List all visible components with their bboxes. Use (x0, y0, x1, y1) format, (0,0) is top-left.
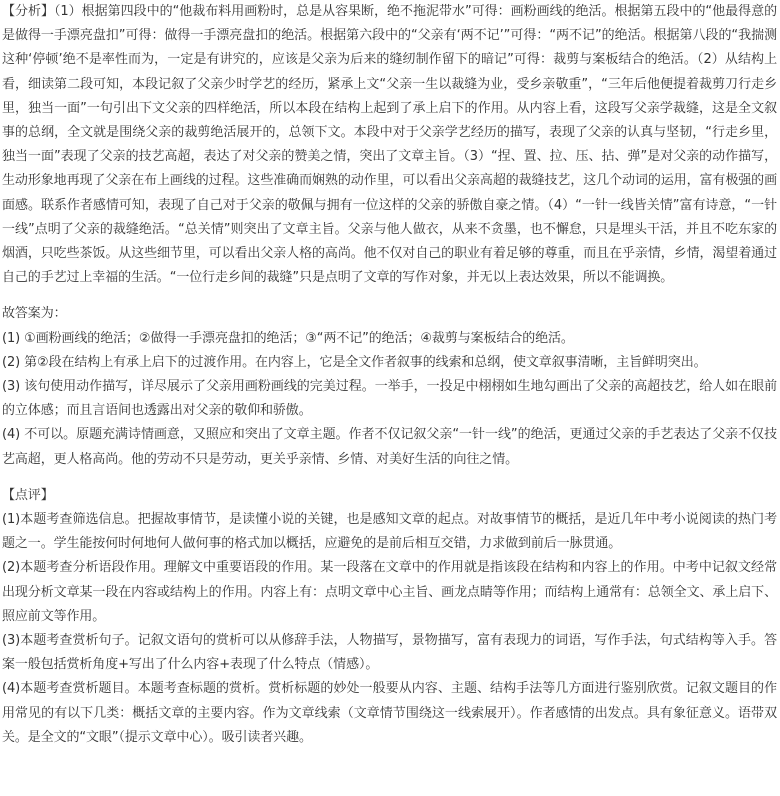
comment-item-1: (1)本题考查筛选信息。把握故事情节，是读懂小说的关键，也是感知文章的起点。对故事情节的概括，是近几年中考小说阅读的热门考题之一。学生能按何时何地何人做何事的格式加以概括，应避免的是前后相互交错，力求做到前后一脉贯通。 (2, 512, 777, 552)
answer-item-2: (2) 第②段在结构上有承上启下的过渡作用。在内容上，它是全文作者叙事的线索和总纲，使文章叙事清晰，主旨鲜明突出。 (2, 354, 707, 370)
answer-item-1: (1) ①画粉画线的绝活；②做得一手漂亮盘扣的绝活；③“两不记”的绝活；④裁剪与案板结合的绝活。 (2, 330, 574, 346)
comment-item-3: (3)本题考查赏析句子。记叙文语句的赏析可以从修辞手法，人物描写，景物描写，富有表现力的词语，写作手法，句式结构等入手。答案一般包括赏析角度+写出了什么内容+表现了什么特点（情感）。 (2, 633, 777, 673)
answer-item-3: (3) 该句使用动作描写，详尽展示了父亲用画粉画线的完美过程。一举手，一投足中栩栩如生地勾画出了父亲的高超技艺，给人如在眼前的立体感；而且言语间也透露出对父亲的敬仰和骄傲。 (2, 379, 777, 419)
comment-item-2: (2)本题考查分析语段作用。理解文中重要语段的作用。某一段落在文章中的作用就是指该段在结构和内容上的作用。中考中记叙文经常出现分析文章某一段在内容或结构上的作用。内容上有：点明文章中心主旨、画龙点睛等作用；而结构上通常有：总领全文、承上启下、照应前文等作用。 (2, 560, 777, 624)
spacer (2, 472, 777, 484)
answer-item-4: (4) 不可以。原题充满诗情画意，又照应和突出了文章主题。作者不仅记叙父亲“一针一线”的绝活，更通过父亲的手艺表达了父亲不仅技艺高超，更人格高尚。他的劳动不只是劳动，更关乎亲情、乡情、对美好生活的向往之情。 (2, 427, 777, 467)
answer-heading: 故答案为： (2, 306, 67, 322)
analysis-paragraph: 【分析】（1）根据第四段中的“他裁布料用画粉时，总是从容果断，绝不拖泥带水”可得：画粉画线的绝活。根据第五段中的“他最得意的是做得一手漂亮盘扣”可得：做得一手漂亮盘扣的绝活。根据第六段中的“父亲有‘两不记’”可得：“两不记”的绝活。根据第八段的“我揣测这种‘停顿’绝不是率性而为，一定是有讲究的，应该是父亲为后来的缝纫制作留下的暗记”可得：裁剪与案板结合的绝活。（2）从结构上看，细读第二段可知，本段记叙了父亲少时学艺的经历，紧承上文“父亲一生以裁缝为业，受乡亲敬重”，“三年后他便提着裁剪刀行走乡里，独当一面”一句引出下文父亲的四样绝活，所以本段在结构上起到了承上启下的作用。从内容上看，这段写父亲学裁缝，这是全文叙事的总纲，全文就是围绕父亲的裁剪绝活展开的，总领下文。本段中对于父亲学艺经历的描写，表现了父亲的认真与坚韧，“行走乡里，独当一面”表现了父亲的技艺高超，表达了对父亲的赞美之情，突出了文章主旨。（3）“捏、置、拉、压、拈、弹”是对父亲的动作描写，生动形象地再现了父亲在布上画线的过程。这些准确而娴熟的动作里，可以看出父亲高超的裁缝技艺，这几个动词的运用，富有极强的画面感。联系作者感情可知，表现了自己对于父亲的敬佩与拥有一位这样的父亲的骄傲自豪之情。（4）“一针一线皆关情”富有诗意，“一针一线”点明了父亲的裁缝绝活。“总关情”则突出了文章主旨。父亲与他人做衣，从来不贪墨，也不懈怠，只是埋头干活，并且不吃东家的烟酒，只吃些茶饭。从这些细节里，可以看出父亲人格的高尚。他不仅对自己的职业有着足够的尊重，而且在乎亲情，乡情，渴望着通过自己的手艺过上幸福的生活。“一位行走乡间的裁缝”只是点明了文章的写作对象，并无以上表达效果，所以不能调换。 (2, 4, 777, 286)
spacer (2, 290, 777, 302)
comment-item-4: (4)本题考查赏析题目。本题考查标题的赏析。赏析标题的妙处一般要从内容、主题、结构手法等几方面进行鉴别欣赏。记叙文题目的作用常见的有以下几类：概括文章的主要内容。作为文章线索（文章情节围绕这一线索展开）。作者感情的出发点。具有象征意义。语带双关。是全文的“文眼”（提示文章中心）。吸引读者兴趣。 (2, 681, 777, 745)
comment-heading: 【点评】 (2, 487, 54, 503)
